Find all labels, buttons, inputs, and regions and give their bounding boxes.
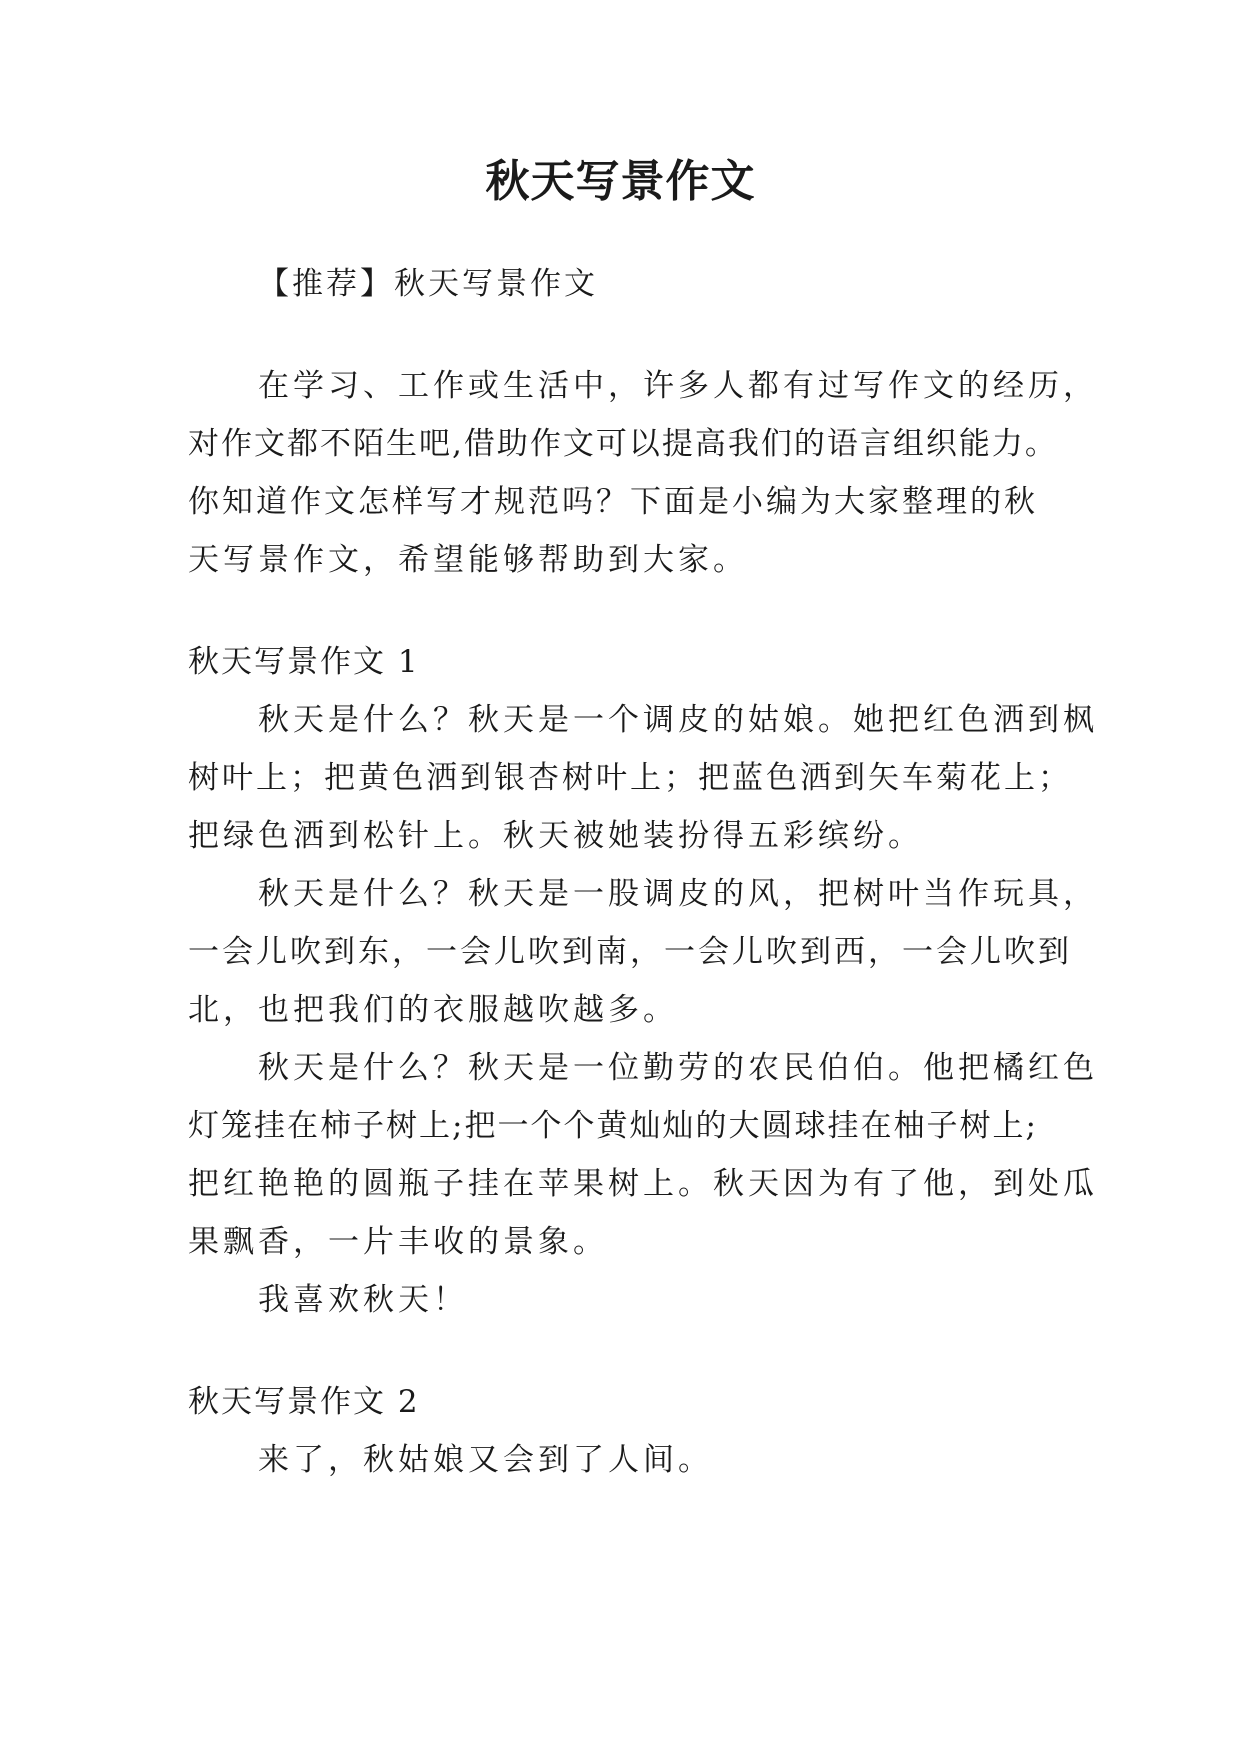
intro-line-3: 你知道作文怎样写才规范吗？下面是小编为大家整理的秋 <box>188 484 1038 520</box>
essay1-p1-line-1: 秋天是什么？秋天是一个调皮的姑娘。她把红色洒到枫 <box>258 702 1098 738</box>
essay1-p4: 我喜欢秋天！ <box>258 1282 468 1318</box>
essay1-p1-line-3: 把绿色洒到松针上。秋天被她装扮得五彩缤纷。 <box>188 818 923 854</box>
essay2-p1-line-1: 来了，秋姑娘又会到了人间。 <box>258 1442 713 1478</box>
document-title: 秋天写景作文 <box>485 156 756 207</box>
essay1-p3-line-4: 果飘香，一片丰收的景象。 <box>188 1224 608 1260</box>
essay1-p1-line-2: 树叶上；把黄色洒到银杏树叶上；把蓝色洒到矢车菊花上； <box>188 760 1072 796</box>
essay1-heading: 秋天写景作文 1 <box>188 644 420 680</box>
essay2-heading: 秋天写景作文 2 <box>188 1384 420 1420</box>
recommend-line: 【推荐】秋天写景作文 <box>258 266 598 302</box>
essay1-p2-line-1: 秋天是什么？秋天是一股调皮的风，把树叶当作玩具， <box>258 876 1098 912</box>
intro-line-2: 对作文都不陌生吧,借助作文可以提高我们的语言组织能力。 <box>188 426 1058 462</box>
essay1-p3-line-1: 秋天是什么？秋天是一位勤劳的农民伯伯。他把橘红色 <box>258 1050 1098 1086</box>
essay1-p2-line-3: 北，也把我们的衣服越吹越多。 <box>188 992 678 1028</box>
intro-line-1: 在学习、工作或生活中，许多人都有过写作文的经历， <box>258 368 1098 404</box>
essay1-p2-line-2: 一会儿吹到东，一会儿吹到南，一会儿吹到西，一会儿吹到 <box>188 934 1072 970</box>
essay1-p3-line-3: 把红艳艳的圆瓶子挂在苹果树上。秋天因为有了他，到处瓜 <box>188 1166 1098 1202</box>
essay1-p3-line-2: 灯笼挂在柿子树上;把一个个黄灿灿的大圆球挂在柚子树上; <box>188 1108 1038 1144</box>
intro-line-4: 天写景作文，希望能够帮助到大家。 <box>188 542 748 578</box>
